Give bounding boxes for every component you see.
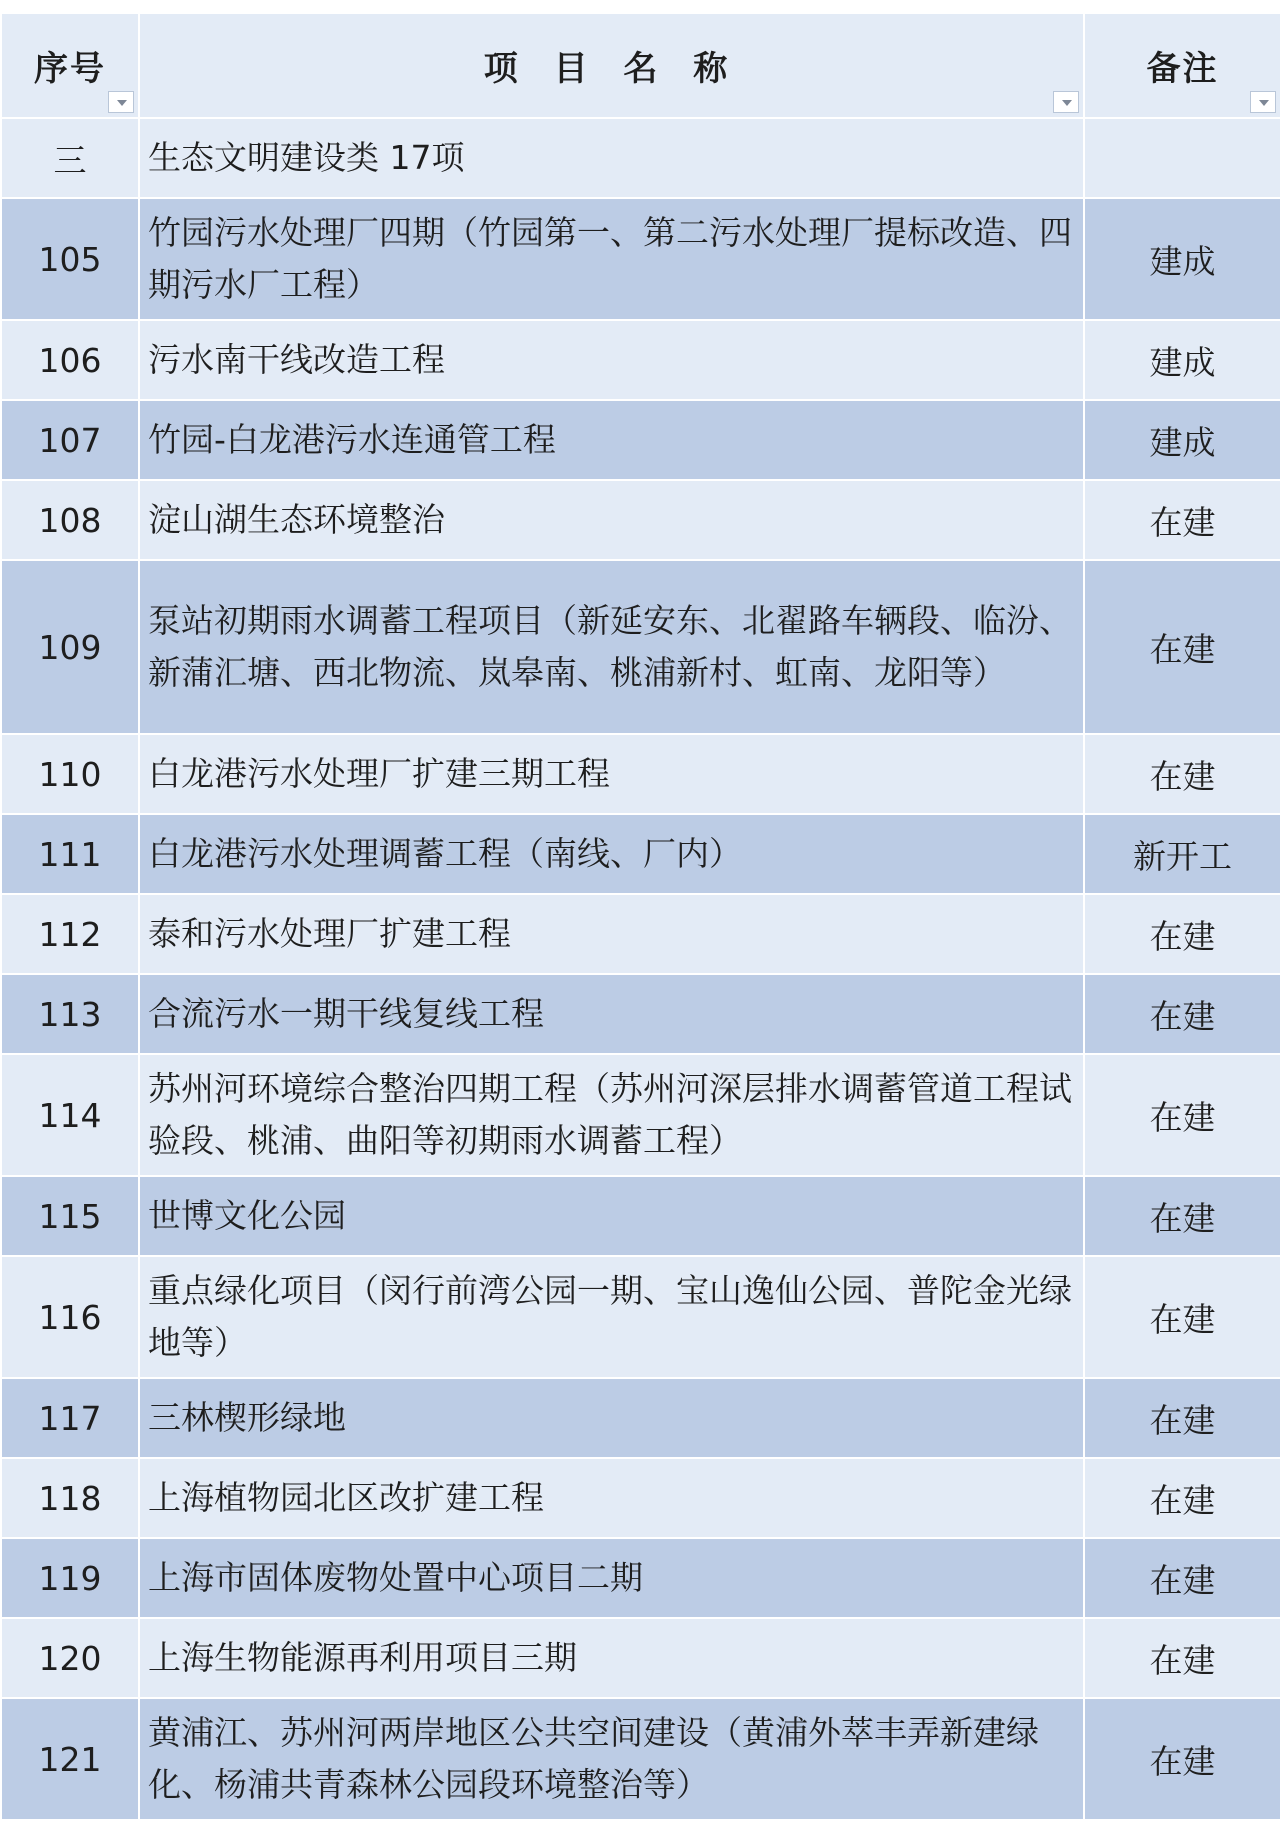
table-row — [1, 198, 1280, 320]
table-row — [1, 1054, 1280, 1176]
project-status: 在建 — [1084, 1618, 1280, 1698]
row-number: 105 — [1, 198, 139, 320]
row-number: 107 — [1, 400, 139, 480]
project-name: 苏州河环境综合整治四期工程（苏州河深层排水调蓄管道工程试验段、桃浦、曲阳等初期雨水调蓄工程） — [139, 1054, 1084, 1176]
row-number: 111 — [1, 814, 139, 894]
project-name: 上海生物能源再利用项目三期 — [139, 1618, 1084, 1698]
row-number: 118 — [1, 1458, 139, 1538]
table-row — [1, 814, 1280, 894]
row-number: 117 — [1, 1378, 139, 1458]
row-number: 113 — [1, 974, 139, 1054]
project-name: 竹园-白龙港污水连通管工程 — [139, 400, 1084, 480]
row-number: 112 — [1, 894, 139, 974]
project-status: 在建 — [1084, 1256, 1280, 1378]
section-title: 生态文明建设类 17项 — [139, 118, 1084, 198]
project-status: 在建 — [1084, 1458, 1280, 1538]
table-row — [1, 1176, 1280, 1256]
project-status: 新开工 — [1084, 814, 1280, 894]
project-status: 在建 — [1084, 560, 1280, 734]
project-name: 三林楔形绿地 — [139, 1378, 1084, 1458]
project-name: 合流污水一期干线复线工程 — [139, 974, 1084, 1054]
table-row — [1, 320, 1280, 400]
project-status: 在建 — [1084, 1054, 1280, 1176]
section-note — [1084, 118, 1280, 198]
table-row — [1, 1698, 1280, 1820]
project-status: 在建 — [1084, 1378, 1280, 1458]
table-row — [1, 480, 1280, 560]
project-status: 在建 — [1084, 894, 1280, 974]
section-index: 三 — [1, 118, 139, 198]
table-row — [1, 974, 1280, 1054]
project-name: 世博文化公园 — [139, 1176, 1084, 1256]
project-name: 重点绿化项目（闵行前湾公园一期、宝山逸仙公园、普陀金光绿地等） — [139, 1256, 1084, 1378]
table-row — [1, 1378, 1280, 1458]
filter-dropdown-icon[interactable] — [1053, 91, 1079, 113]
column-header-name — [139, 13, 1084, 118]
filter-dropdown-icon[interactable] — [108, 91, 134, 113]
column-header-note — [1084, 13, 1280, 118]
column-header-index-label: 序号 — [34, 49, 106, 89]
project-name: 污水南干线改造工程 — [139, 320, 1084, 400]
column-header-name-label: 项 目 名 称 — [483, 49, 740, 89]
project-status: 在建 — [1084, 974, 1280, 1054]
column-header-index — [1, 13, 139, 118]
row-number: 108 — [1, 480, 139, 560]
table-row — [1, 560, 1280, 734]
project-status: 在建 — [1084, 1176, 1280, 1256]
project-status: 建成 — [1084, 400, 1280, 480]
table-row — [1, 400, 1280, 480]
project-name: 黄浦江、苏州河两岸地区公共空间建设（黄浦外萃丰弄新建绿化、杨浦共青森林公园段环境整治等） — [139, 1698, 1084, 1820]
project-name: 淀山湖生态环境整治 — [139, 480, 1084, 560]
project-status: 在建 — [1084, 1538, 1280, 1618]
column-header-note-label: 备注 — [1146, 49, 1219, 89]
project-status: 在建 — [1084, 734, 1280, 814]
table-row — [1, 1458, 1280, 1538]
row-number: 115 — [1, 1176, 139, 1256]
project-name: 白龙港污水处理调蓄工程（南线、厂内） — [139, 814, 1084, 894]
row-number: 114 — [1, 1054, 139, 1176]
project-status: 建成 — [1084, 198, 1280, 320]
project-name: 竹园污水处理厂四期（竹园第一、第二污水处理厂提标改造、四期污水厂工程） — [139, 198, 1084, 320]
table-row — [1, 1538, 1280, 1618]
section-row — [1, 118, 1280, 198]
project-status: 建成 — [1084, 320, 1280, 400]
project-name: 白龙港污水处理厂扩建三期工程 — [139, 734, 1084, 814]
project-name: 上海植物园北区改扩建工程 — [139, 1458, 1084, 1538]
project-status: 在建 — [1084, 1698, 1280, 1820]
project-name: 泰和污水处理厂扩建工程 — [139, 894, 1084, 974]
project-table — [0, 12, 1280, 1821]
row-number: 121 — [1, 1698, 139, 1820]
row-number: 110 — [1, 734, 139, 814]
table-row — [1, 894, 1280, 974]
row-number: 120 — [1, 1618, 139, 1698]
project-name: 上海市固体废物处置中心项目二期 — [139, 1538, 1084, 1618]
table-row — [1, 1256, 1280, 1378]
filter-dropdown-icon[interactable] — [1250, 91, 1276, 113]
row-number: 119 — [1, 1538, 139, 1618]
row-number: 106 — [1, 320, 139, 400]
table-header — [1, 13, 1280, 118]
table-row — [1, 1618, 1280, 1698]
table-row — [1, 734, 1280, 814]
project-status: 在建 — [1084, 480, 1280, 560]
row-number: 116 — [1, 1256, 139, 1378]
row-number: 109 — [1, 560, 139, 734]
project-name: 泵站初期雨水调蓄工程项目（新延安东、北翟路车辆段、临汾、新蒲汇塘、西北物流、岚皋南、桃浦新村、虹南、龙阳等） — [139, 560, 1084, 734]
